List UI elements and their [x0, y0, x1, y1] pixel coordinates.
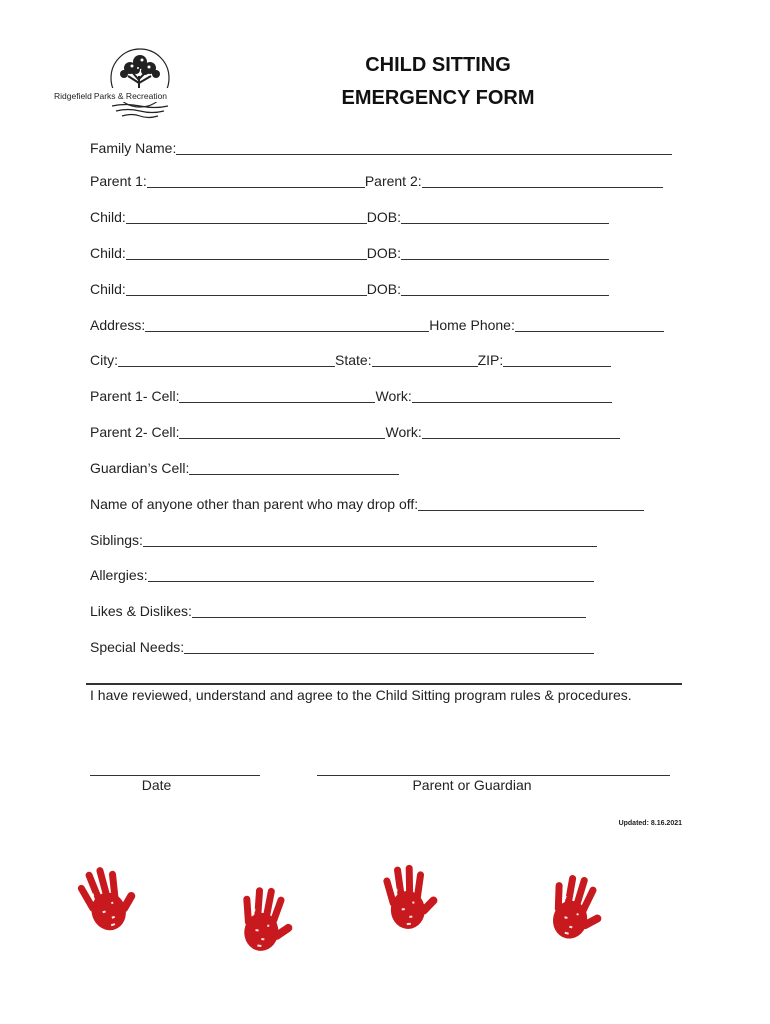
parent2-cell-field[interactable] — [179, 423, 385, 439]
dob-field[interactable] — [401, 280, 609, 296]
state-field[interactable] — [372, 351, 478, 367]
child-row-3 — [90, 279, 609, 299]
drop-off-row — [90, 494, 644, 514]
guardian-signature-line[interactable] — [317, 775, 670, 776]
updated-date: Updated: 8.16.2021 — [618, 820, 682, 827]
child-field[interactable] — [126, 280, 367, 296]
drop-off-field[interactable] — [418, 495, 644, 511]
child-label: Child: — [90, 245, 126, 261]
home-phone-label: Home Phone: — [429, 317, 515, 333]
family-name-field[interactable] — [176, 139, 672, 155]
form-title-line2: EMERGENCY FORM — [341, 87, 535, 109]
agreement-text: I have reviewed, understand and agree to the Child Sitting program rules & procedures. — [90, 687, 632, 703]
siblings-field[interactable] — [143, 531, 597, 547]
allergies-label: Allergies: — [90, 567, 148, 583]
parent1-cell-row — [90, 386, 612, 406]
guardian-label: Parent or Guardian — [412, 777, 532, 793]
likes-row — [90, 601, 586, 621]
parent2-label: Parent 2: — [364, 173, 422, 189]
home-phone-field[interactable] — [515, 316, 664, 332]
handprint-icon — [529, 861, 616, 956]
special-needs-label: Special Needs: — [90, 639, 185, 655]
guardian-cell-label: Guardian’s Cell: — [90, 460, 190, 476]
family-name-label: Family Name: — [90, 140, 177, 156]
child-row-1 — [90, 207, 609, 227]
special-needs-field[interactable] — [184, 638, 594, 654]
form-title-line1: CHILD SITTING — [365, 54, 511, 76]
allergies-row — [90, 565, 594, 585]
logo-org-line2: Parks & Recreation — [93, 91, 168, 101]
date-label: Date — [141, 777, 172, 793]
likes-label: Likes & Dislikes: — [90, 603, 192, 619]
family-name-row — [90, 138, 672, 158]
handprint-icon — [223, 876, 303, 965]
logo-org-line1: Ridgefield — [54, 91, 92, 101]
address-field[interactable] — [145, 316, 429, 332]
parent2-cell-label: Parent 2- Cell: — [90, 424, 180, 440]
city-row — [90, 350, 611, 370]
guardian-cell-field[interactable] — [189, 459, 399, 475]
special-needs-row — [90, 637, 594, 657]
child-row-2 — [90, 243, 609, 263]
address-row — [90, 315, 664, 335]
allergies-field[interactable] — [148, 566, 594, 582]
parent2-field[interactable] — [422, 172, 663, 188]
dob-field[interactable] — [401, 244, 609, 260]
dob-label: DOB: — [366, 245, 402, 261]
city-field[interactable] — [118, 351, 335, 367]
child-label: Child: — [90, 281, 126, 297]
address-label: Address: — [90, 317, 146, 333]
child-field[interactable] — [126, 244, 367, 260]
parent1-field[interactable] — [147, 172, 365, 188]
parent1-work-field[interactable] — [412, 387, 612, 403]
parent1-cell-label: Parent 1- Cell: — [90, 388, 180, 404]
siblings-row — [90, 530, 597, 550]
work-label: Work: — [375, 388, 412, 404]
state-label: State: — [335, 352, 372, 368]
parent1-cell-field[interactable] — [179, 387, 375, 403]
logo-text — [52, 89, 200, 103]
work-label: Work: — [385, 424, 422, 440]
parent1-label: Parent 1: — [90, 173, 147, 189]
parent2-work-field[interactable] — [422, 423, 620, 439]
likes-field[interactable] — [192, 602, 586, 618]
child-label: Child: — [90, 209, 126, 225]
dob-label: DOB: — [366, 209, 402, 225]
date-signature-line[interactable] — [90, 775, 260, 776]
siblings-label: Siblings: — [90, 532, 143, 548]
zip-field[interactable] — [503, 351, 611, 367]
drop-off-label: Name of anyone other than parent who may drop off: — [90, 496, 419, 512]
dob-field[interactable] — [401, 208, 609, 224]
handprint-icon — [59, 851, 150, 949]
zip-label: ZIP: — [477, 352, 504, 368]
city-label: City: — [90, 352, 118, 368]
handprint-icon — [369, 856, 444, 941]
tree-logo-icon — [50, 48, 200, 126]
parent2-cell-row — [90, 422, 620, 442]
guardian-cell-row — [90, 458, 399, 478]
child-field[interactable] — [126, 208, 367, 224]
agreement-divider — [86, 683, 682, 685]
parents-row — [90, 171, 663, 191]
dob-label: DOB: — [366, 281, 402, 297]
